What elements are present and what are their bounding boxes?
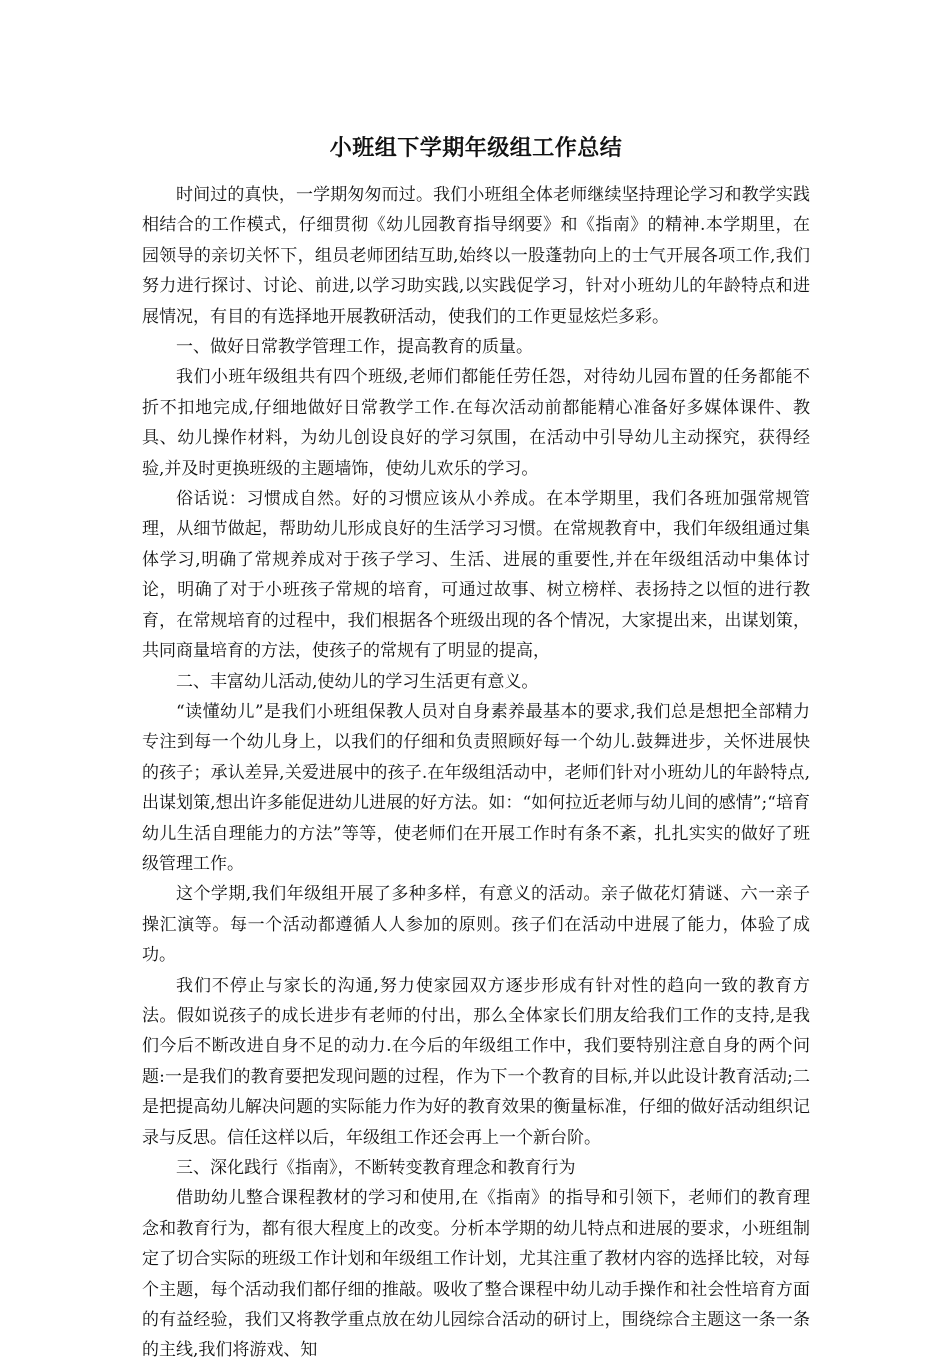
paragraph-routine-habits: 俗话说：习惯成自然。好的习惯应该从小养成。在本学期里，我们各班加强常规管理，从细节做起，帮助幼儿形成良好的生活学习习惯。在常规教育中，我们年级组通过集体学习,明确了常规养成对于孩子学习、生活、进展的重要性,并在年级组活动中集体讨论，明确了对于小班孩子常规的培育，可通过故事、树立榜样、表扬持之以恒的进行教育，在常规培育的过程中，我们根据各个班级出现的各个情况，大家提出来，出谋划策，共同商量培育的方法，使孩子的常规有了明显的提高， — [142, 489, 810, 662]
paragraph-guide-practice: 借助幼儿整合课程教材的学习和使用,在《指南》的指导和引领下，老师们的教育理念和教育行为，都有很大程度上的改变。分析本学期的幼儿特点和进展的要求，小班组制定了切合实际的班级工作计划和年级组工作计划，尤其注重了教材内容的选择比较，对每个主题，每个活动我们都仔细的推敲。吸收了整合课程中幼儿动手操作和社会性培育方面的有益经验，我们又将教学重点放在幼儿园综合活动的研讨上，围绕综合主题这一条一条的主线,我们将游戏、知 — [142, 1188, 810, 1361]
document-title: 小班组下学期年级组工作总结 — [329, 136, 623, 161]
paragraph-intro: 时间过的真快，一学期匆匆而过。我们小班组全体老师继续坚持理论学习和教学实践相结合的工作模式，仔细贯彻《幼儿园教育指导纲要》和《指南》的精神.本学期里，在园领导的亲切关怀下，组员老师团结互助,始终以一股蓬勃向上的士气开展各项工作,我们努力进行探讨、讨论、前进,以学习助实践,以实践促学习，针对小班幼儿的年龄特点和进展情况，有目的有选择地开展教研活动，使我们的工作更显炫烂多彩。 — [142, 185, 810, 327]
paragraph-parent-communication: 我们不停止与家长的沟通,努力使家园双方逐步形成有针对性的趋向一致的教育方法。假如说孩子的成长进步有老师的付出，那么全体家长们朋友给我们工作的支持,是我们今后不断改进自身不足的动力.在今后的年级组工作中，我们要特别注意自身的两个问题:一是我们的教育要把发现问题的过程，作为下一个教育的目标,并以此设计教育活动;二是把提高幼儿解决问题的实际能力作为好的教育效果的衡量标准，仔细的做好活动组织记录与反思。信任这样以后，年级组工作还会再上一个新台阶。 — [142, 975, 810, 1148]
section-heading-1: 一、做好日常教学管理工作，提高教育的质量。 — [176, 337, 533, 358]
section-heading-3: 三、深化践行《指南》，不断转变教育理念和教育行为 — [176, 1158, 576, 1178]
paragraph-understand-children: “读懂幼儿”是我们小班组保教人员对自身素养最基本的要求,我们总是想把全部精力专注到每一个幼儿身上，以我们的仔细和负责照顾好每一个幼儿.鼓舞进步，关怀进展快的孩子；承认差异,关爱进展中的孩子.在年级组活动中，老师们针对小班幼儿的年龄特点,出谋划策,想出许多能促进幼儿进展的好方法。如：“如何拉近老师与幼儿间的感情”;“培育幼儿生活自理能力的方法”等等，使老师们在开展工作时有条不紊，扎扎实实的做好了班级管理工作。 — [142, 701, 810, 874]
paragraph-activities: 这个学期,我们年级组开展了多种多样，有意义的活动。亲子做花灯猜谜、六一亲子操汇演等。每一个活动都遵循人人参加的原则。孩子们在活动中进展了能力，体验了成功。 — [142, 884, 810, 966]
document-page — [142, 132, 810, 1366]
section-heading-2: 二、丰富幼儿活动,使幼儿的学习生活更有意义。 — [176, 671, 539, 692]
paragraph-teaching-management: 我们小班年级组共有四个班级,老师们都能任劳任怨，对待幼儿园布置的任务都能不折不扣地完成,仔细地做好日常教学工作.在每次活动前都能精心准备好多媒体课件、教具、幼儿操作材料，为幼儿创设良好的学习氛围，在活动中引导幼儿主动探究，获得经验,并及时更换班级的主题墙饰，使幼儿欢乐的学习。 — [142, 367, 810, 479]
